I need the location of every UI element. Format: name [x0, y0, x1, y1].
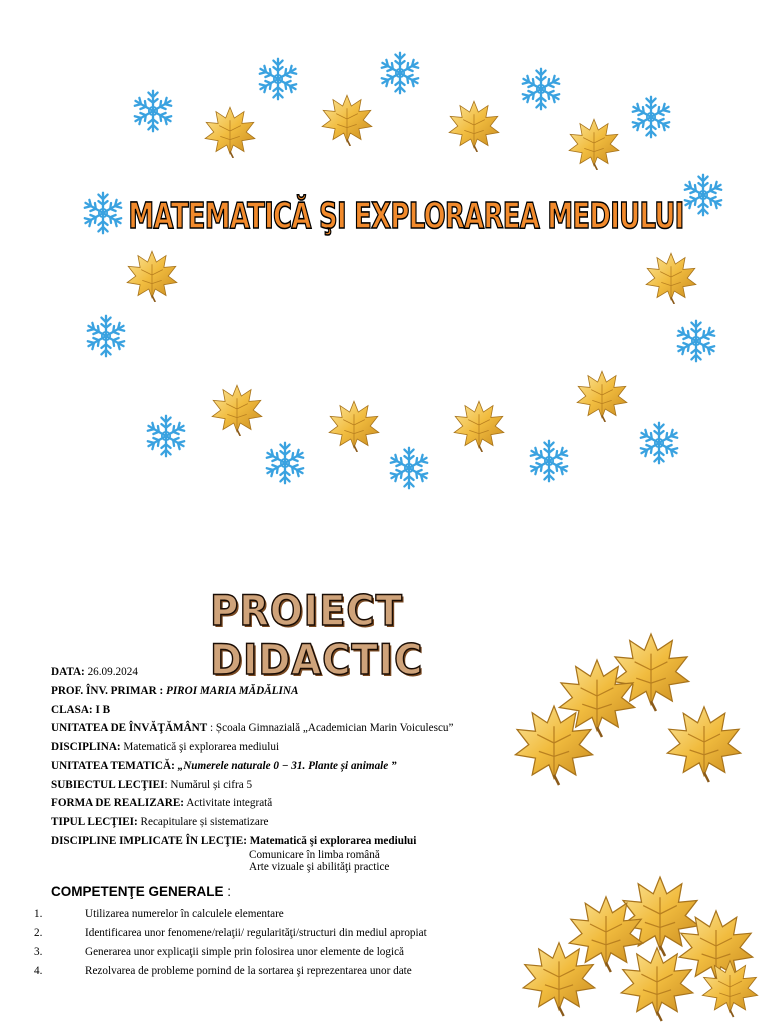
- autumn-leaf-icon: [327, 398, 381, 452]
- info-thematic-unit: UNITATEA TEMATICĂ: „Numerele naturale 0 − 31. Plante și animale ”: [51, 760, 397, 772]
- snowflake-icon: [628, 94, 674, 140]
- autumn-leaf-icon: [210, 382, 264, 436]
- autumn-leaf-icon: [320, 92, 374, 146]
- autumn-leaf-icon: [644, 250, 698, 304]
- snowflake-icon: [377, 50, 423, 96]
- autumn-leaf-icon: [125, 248, 179, 302]
- autumn-leaf-icon: [700, 950, 760, 1024]
- autumn-leaf-icon: [520, 930, 598, 1024]
- autumn-leaf-icon: [618, 940, 696, 1024]
- autumn-leaf-icon: [664, 692, 744, 792]
- info-involved-disciplines: DISCIPLINE IMPLICATE ÎN LECŢIE: Matematică şi explorarea mediului: [51, 835, 417, 847]
- autumn-leaf-icon: [452, 398, 506, 452]
- snowflake-icon: [636, 420, 682, 466]
- discipline-item: Comunicare în limba română: [249, 849, 380, 861]
- info-date: DATA: 26.09.2024: [51, 666, 138, 678]
- snowflake-icon: [673, 318, 719, 364]
- info-class: CLASA: I B: [51, 704, 111, 716]
- competences-heading: COMPETENŢE GENERALE :: [51, 884, 232, 899]
- snowflake-icon: [130, 88, 176, 134]
- info-school: UNITATEA DE ÎNVĂŢĂMÂNT : Școala Gimnazială „Academician Marin Voiculescu”: [51, 722, 454, 734]
- info-lesson-type: TIPUL LECŢIEI: Recapitulare și sistematizare: [51, 816, 269, 828]
- autumn-leaf-icon: [567, 116, 621, 170]
- autumn-leaf-icon: [575, 368, 629, 422]
- autumn-leaf-icon: [203, 104, 257, 158]
- info-form: FORMA DE REALIZARE: Activitate integrată: [51, 797, 273, 809]
- snowflake-icon: [262, 440, 308, 486]
- info-discipline: DISCIPLINA: Matematică şi explorarea mediului: [51, 741, 280, 753]
- snowflake-icon: [518, 66, 564, 112]
- project-title: PROIECT DIDACTIC: [210, 586, 424, 684]
- snowflake-icon: [255, 56, 301, 102]
- autumn-leaf-icon: [447, 98, 501, 152]
- info-lesson-subject: SUBIECTUL LECŢIEI: Numărul și cifra 5: [51, 779, 253, 791]
- info-teacher: PROF. ÎNV. PRIMAR : PIROI MARIA MĂDĂLINA: [51, 685, 299, 697]
- document-title: MATEMATICĂ ŞI EXPLORAREA MEDIULUI: [128, 196, 684, 237]
- autumn-leaf-icon: [512, 690, 596, 796]
- snowflake-icon: [526, 438, 572, 484]
- snowflake-icon: [83, 313, 129, 359]
- discipline-item: Arte vizuale şi abilităţi practice: [249, 861, 390, 873]
- snowflake-icon: [386, 445, 432, 491]
- snowflake-icon: [143, 413, 189, 459]
